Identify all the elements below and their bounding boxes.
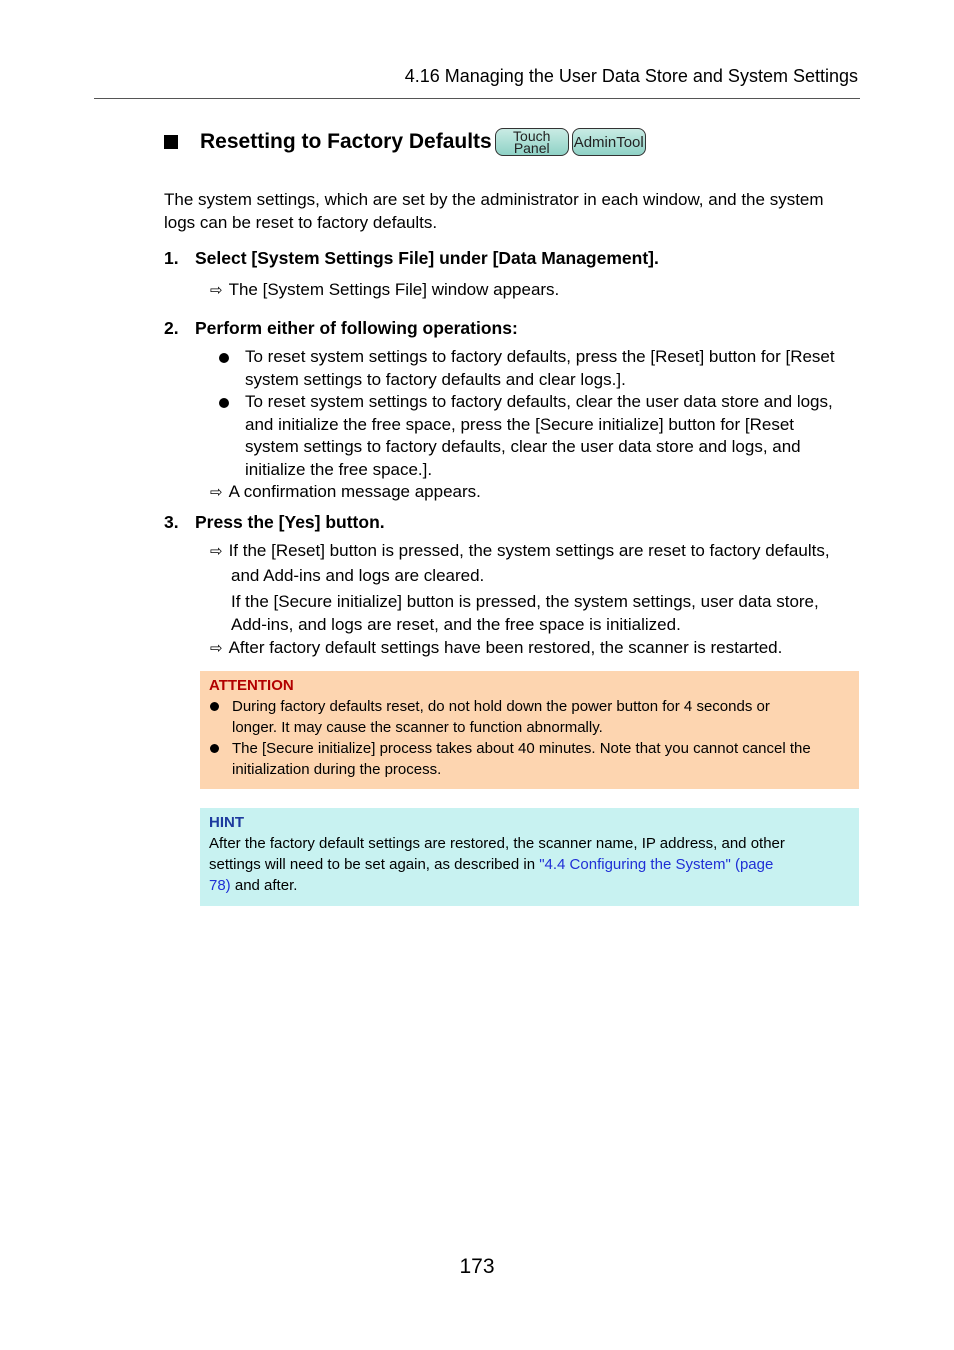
admin-tool-badge: AdminTool (572, 128, 646, 156)
step-2-result (210, 481, 481, 505)
touch-badge-line1: Touch (513, 128, 551, 144)
step-number: 3. (164, 512, 179, 532)
bullet-item (219, 346, 859, 391)
outline-right-arrow-icon: ⇨ (210, 543, 223, 560)
outline-right-arrow-icon: ⇨ (210, 282, 223, 299)
step-3-result-2 (210, 637, 782, 661)
attention-box (200, 671, 859, 789)
step-text: Select [System Settings File] under [Data Management]. (195, 248, 659, 268)
section-title: Resetting to Factory Defaults (200, 130, 492, 153)
result-line: If the [Secure initialize] button is pressed, the system settings, user data store, (231, 592, 819, 611)
outline-right-arrow-icon: ⇨ (210, 640, 223, 657)
step-number: 2. (164, 318, 179, 338)
hint-line: After the factory default settings are restored, the scanner name, IP address, and other (209, 835, 785, 852)
bullet-line: initialize the free space.]. (245, 459, 433, 479)
result-line: and Add-ins and logs are cleared. (231, 566, 485, 585)
filled-circle-bullet-icon (210, 744, 219, 753)
result-line: Add-ins, and logs are reset, and the free space is initialized. (231, 615, 681, 634)
filled-circle-bullet-icon (219, 398, 229, 408)
result-text: A confirmation message appears. (228, 482, 481, 501)
filled-circle-bullet-icon (210, 702, 219, 711)
hint-line (209, 875, 850, 896)
step-1 (164, 248, 659, 269)
configuring-system-link[interactable]: "4.4 Configuring the System" (page (539, 856, 774, 873)
intro-paragraph (164, 189, 824, 234)
result-text: If the [Reset] button is pressed, the system settings are reset to factory defaults, (228, 541, 830, 560)
attention-line: During factory defaults reset, do not hold down the power button for 4 seconds or (232, 698, 770, 715)
hint-box (200, 808, 859, 906)
bullet-line: To reset system settings to factory defaults, press the [Reset] button for [Reset (245, 347, 835, 366)
bullet-line: To reset system settings to factory defaults, clear the user data store and logs, (245, 392, 833, 411)
attention-line: initialization during the process. (232, 761, 442, 778)
outline-right-arrow-icon: ⇨ (210, 484, 223, 501)
filled-circle-bullet-icon (219, 353, 229, 363)
bullet-line: and initialize the free space, press the [Secure initialize] button for [Reset (245, 414, 795, 434)
attention-line: longer. It may cause the scanner to function abnormally. (232, 719, 603, 736)
attention-line: The [Secure initialize] process takes about 40 minutes. Note that you cannot cancel the (232, 740, 811, 757)
bullet-line: system settings to factory defaults and clear logs.]. (245, 369, 626, 389)
intro-line: logs can be reset to factory defaults. (164, 212, 438, 232)
bullet-line: system settings to factory defaults, clear the user data store and logs, and (245, 437, 801, 456)
step-3-result-1 (210, 540, 830, 564)
hint-line (209, 854, 850, 875)
step-3 (164, 512, 385, 533)
step-text: Perform either of following operations: (195, 318, 518, 338)
section-heading (164, 128, 646, 156)
running-header: 4.16 Managing the User Data Store and System Settings (404, 66, 858, 86)
step-text: Press the [Yes] button. (195, 512, 385, 532)
header-divider (94, 98, 860, 99)
touch-panel-badge (495, 128, 569, 156)
attention-bullet (209, 696, 850, 738)
bullet-item (219, 391, 859, 481)
step-number: 1. (164, 248, 179, 268)
configuring-system-link-page[interactable]: 78) (209, 877, 231, 894)
attention-title: ATTENTION (209, 677, 294, 694)
hint-text: and after. (230, 877, 298, 894)
attention-bullet (209, 738, 850, 780)
step-1-result (210, 279, 559, 303)
touch-badge-line2: Panel (513, 140, 550, 156)
hint-text: settings will need to be set again, as described in (209, 856, 540, 873)
hint-title: HINT (209, 814, 244, 831)
black-square-icon (164, 135, 178, 149)
intro-line: The system settings, which are set by the administrator in each window, and the system (164, 190, 824, 209)
result-text: The [System Settings File] window appears. (228, 280, 560, 299)
step-2 (164, 318, 518, 339)
page-number: 173 (459, 1255, 495, 1278)
result-text: After factory default settings have been restored, the scanner is restarted. (228, 638, 783, 657)
